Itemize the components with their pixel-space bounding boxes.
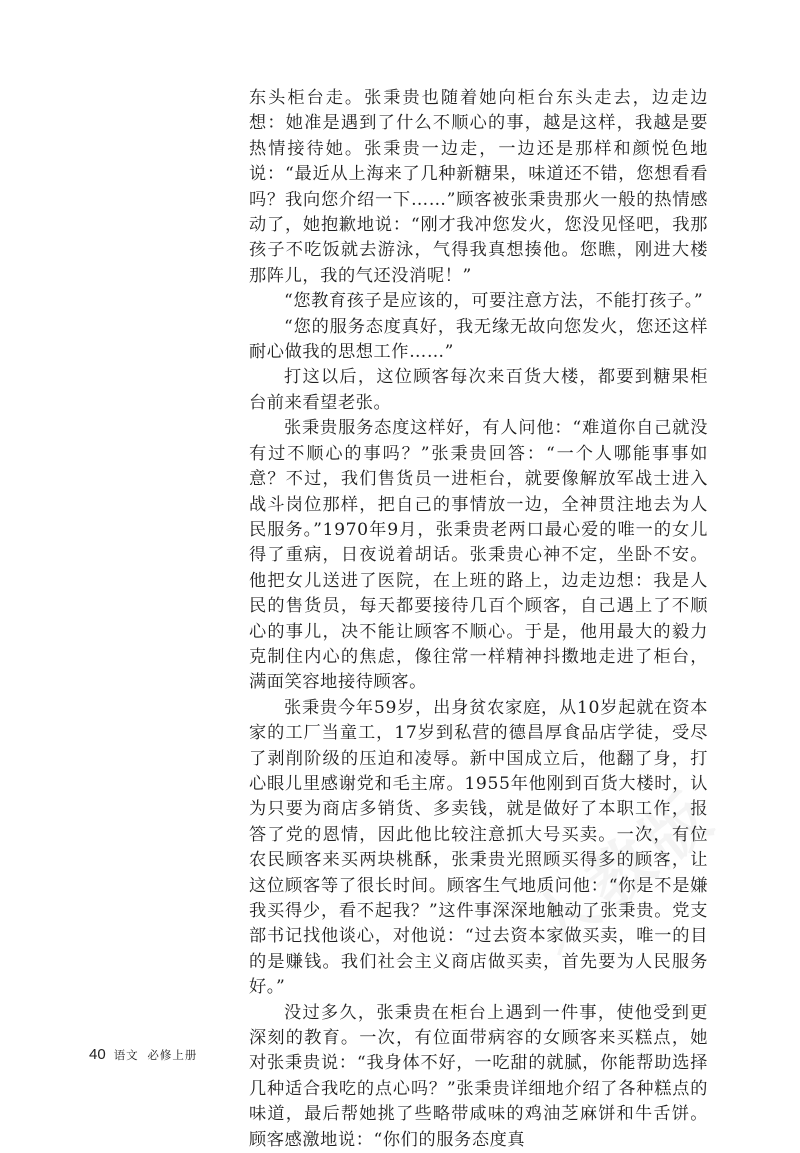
page-number: 40	[89, 1046, 106, 1063]
paragraph-2: “您教育孩子是应该的，可要注意方法，不能打孩子。”	[284, 291, 704, 312]
page-footer	[89, 1046, 197, 1063]
paragraph-3: “您的服务态度真好，我无缘无故向您发火，您还这样耐心做我的思想工作……”	[249, 316, 708, 363]
paragraph-5: 张秉贵服务态度这样好，有人问他：“难道你自己就没有过不顺心的事吗？”张秉贵回答：“一个人哪能事事如意？不过，我们售货员一进柜台，就要像解放军战士进入战斗岗位那样，把自己的事情放一边，全神贯注地去为人民服务。”1970年9月，张秉贵老两口最心爱的唯一的女儿得了重病，日夜说着胡话。张秉贵心神不定，坐卧不安。他把女儿送进了医院，在上班的路上，边走边想：我是人民的售货员，每天都要接待几百个顾客，自己遇上了不顺心的事儿，决不能让顾客不顺心。于是，他用最大的毅力克制住内心的焦虑，像往常一样精神抖擞地走进了柜台，满面笑容地接待顾客。	[249, 418, 708, 693]
paragraph-7: 没过多久，张秉贵在柜台上遇到一件事，使他受到更深刻的教育。一次，有位面带病容的女顾客来买糕点，她对张秉贵说：“我身体不好，一吃甜的就腻，你能帮助选择几种适合我吃的点心吗？”张秉贵详细地介绍了各种糕点的味道，最后帮她挑了些略带咸味的鸡油芝麻饼和牛舌饼。顾客感激地说：“你们的服务态度真	[249, 1002, 708, 1150]
paragraph-1: 东头柜台走。张秉贵也随着她向柜台东头走去，边走边想：她准是遇到了什么不顺心的事，越是这样，我越是要热情接待她。张秉贵一边走，一边还是那样和颜悦色地说：“最近从上海来了几种新糖果，味道还不错，您想看看吗？我向您介绍一下……”顾客被张秉贵那火一般的热情感动了，她抱歉地说：“刚才我冲您发火，您没见怪吧，我那孩子不吃饭就去游泳，气得我真想揍他。您瞧，刚进大楼那阵儿，我的气还没消呢！”	[249, 88, 708, 286]
book-title: 语文 必修上册	[113, 1048, 198, 1062]
paragraph-4: 打这以后，这位顾客每次来百货大楼，都要到糖果柜台前来看望老张。	[249, 367, 708, 413]
main-text	[249, 86, 708, 1153]
paragraph-6: 张秉贵今年59岁，出身贫农家庭，从10岁起就在资本家的工厂当童工，17岁到私营的德昌厚食品店学徒，受尽了剥削阶级的压迫和凌辱。新中国成立后，他翻了身，打心眼儿里感谢党和毛主席。1955年他刚到百货大楼时，认为只要为商店多销货、多卖钱，就是做好了本职工作，报答了党的恩情，因此他比较注意抓大号买卖。一次，有位农民顾客来买两块桃酥，张秉贵光照顾买得多的顾客，让这位顾客等了很长时间。顾客生气地质问他：“你是不是嫌我买得少，看不起我？”这件事深深地触动了张秉贵。党支部书记找他谈心，对他说：“过去资本家做买卖，唯一的目的是赚钱。我们社会主义商店做买卖，首先要为人民服务好。”	[249, 697, 708, 998]
